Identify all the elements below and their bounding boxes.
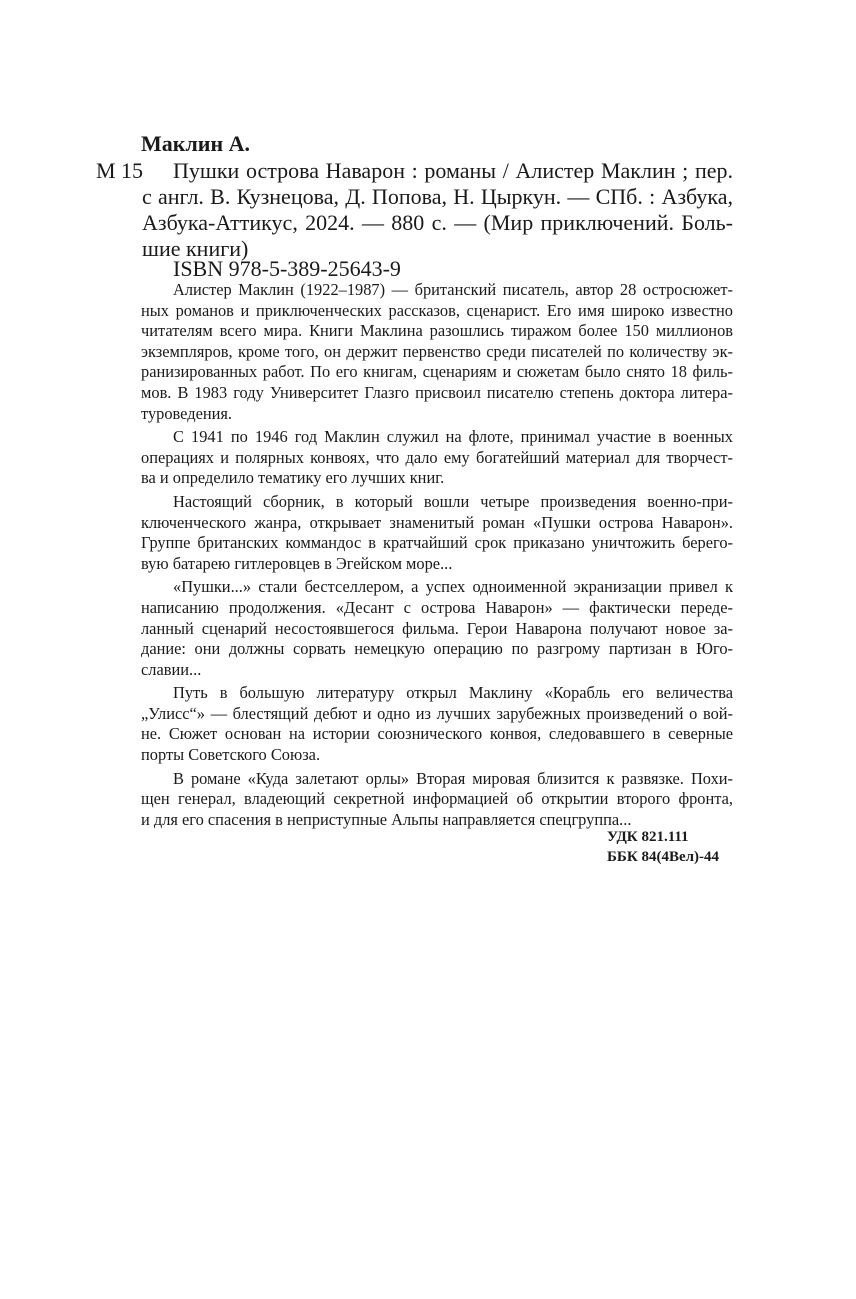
annotation-paragraph (141, 683, 733, 765)
annotation (141, 280, 733, 833)
annotation-line: щен генерал, владеющий секретной информацией об открытии второго фронта, (141, 789, 733, 809)
annotation-line: мов. В 1983 году Университет Глазго присвоил писателю степень доктора литера- (141, 382, 733, 402)
annotation-line: «Пушки...» стали бестселлером, а успех одноименной экранизации привел к (173, 577, 733, 597)
annotation-line: В романе «Куда залетают орлы» Вторая мировая близится к развязке. Похи- (173, 768, 733, 788)
annotation-line: славии... (141, 659, 202, 679)
annotation-line: вую батарею гитлеровцев в Эгейском море... (141, 553, 453, 573)
annotation-line: не. Сюжет основан на истории союзнического конвоя, следовавшего в северные (141, 724, 733, 744)
annotation-line: Путь в большую литературу открыл Маклину «Корабль его величества (173, 683, 733, 703)
annotation-line: читателям всего мира. Книги Маклина разошлись тиражом более 150 миллионов (141, 321, 733, 341)
annotation-paragraph (141, 492, 733, 574)
isbn: ISBN 978-5-389-25643-9 (173, 256, 401, 281)
annotation-line: ранизированных работ. По его книгам, сценариям и сюжетам было снято 18 филь- (141, 362, 733, 382)
annotation-line: ключенческого жанра, открывает знаменитый роман «Пушки острова Наварон». (141, 512, 733, 532)
annotation-line: ных романов и приключенческих рассказов, сценарист. Его имя широко известно (141, 300, 733, 320)
annotation-line: Группе британских коммандос в кратчайший срок приказано уничтожить берего- (141, 533, 733, 553)
author-heading: Маклин А. (141, 131, 251, 156)
annotation-line: порты Советского Союза. (141, 745, 321, 765)
annotation-paragraph (141, 577, 733, 680)
annotation-line: туроведения. (141, 403, 233, 423)
annotation-line: и для его спасения в неприступные Альпы направляется спецгруппа... (141, 809, 632, 829)
title-line: Пушки острова Наварон : романы / Алистер Маклин ; пер. (173, 158, 733, 183)
annotation-paragraph (141, 280, 733, 424)
classification-codes (607, 827, 719, 867)
annotation-line: ланный сценарий несостоявшегося фильма. Герои Наварона получают новое за- (141, 618, 733, 638)
bbk-code: ББК 84(4Вел)-44 (607, 849, 720, 865)
title-line: Азбука-Аттикус, 2024. — 880 с. — (Мир приключений. Боль- (142, 210, 733, 235)
annotation-line: операциях и полярных конвоях, что дало ему богатейший материал для творчест- (141, 447, 733, 467)
title-line: шие книги) (142, 236, 249, 261)
annotation-line: „Улисс“» — блестящий дебют и одно из лучших зарубежных произведений о вой- (141, 703, 733, 723)
annotation-line: Настоящий сборник, в который вошли четыре произведения военно-при- (173, 491, 733, 511)
udk-code: УДК 821.111 (607, 829, 689, 845)
title-line: с англ. В. Кузнецова, Д. Попова, Н. Цыркун. — СПб. : Азбука, (142, 184, 733, 209)
annotation-line: дание: они должны сорвать немецкую операцию по разгрому партизан в Юго- (141, 639, 733, 659)
annotation-line: написанию продолжения. «Десант с острова Наварон» — фактически переде- (141, 597, 733, 617)
annotation-paragraph (141, 427, 733, 489)
author-code: М 15 (96, 158, 144, 183)
annotation-line: ва и определило тематику его лучших книг. (141, 468, 445, 488)
annotation-line: Алистер Маклин (1922–1987) — британский писатель, автор 28 остросюжет- (173, 280, 733, 299)
annotation-line: экземпляров, кроме того, он держит первенство среди писателей по количеству эк- (141, 341, 733, 361)
annotation-line: С 1941 по 1946 год Маклин служил на флоте, принимал участие в военных (173, 427, 733, 447)
annotation-paragraph (141, 769, 733, 831)
title-block (142, 158, 733, 262)
